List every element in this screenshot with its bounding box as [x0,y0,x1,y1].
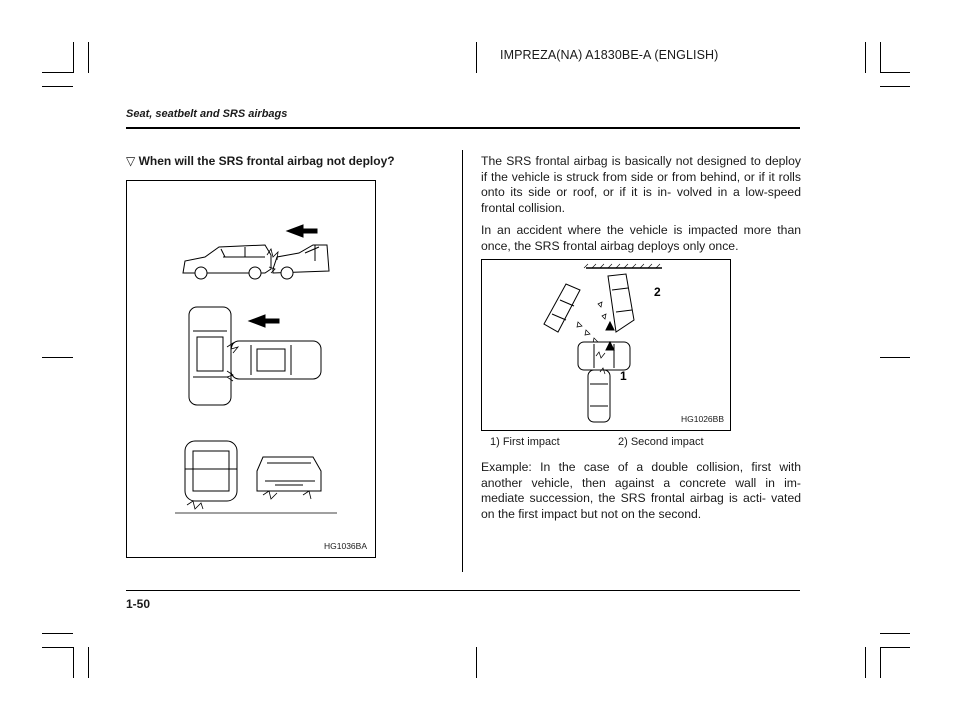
caption-second-impact: 2) Second impact [618,436,704,448]
collision-illustration [127,181,375,557]
column-divider [462,150,463,572]
figure-code-left: HG1036BA [324,541,367,551]
question-heading [126,154,395,168]
section-title: Seat, seatbelt and SRS airbags [126,108,288,120]
question-heading-text: When will the SRS frontal airbag not deploy? [138,154,395,168]
header-rule [126,127,800,129]
paragraph-deploys-once: In an accident where the vehicle is impacted more than once, the SRS frontal airbag deploys only once. [481,223,801,253]
impact-arrow-1 [287,225,317,237]
collision-types-figure [126,180,376,558]
callout-1: 1 [620,369,627,383]
rollover-drawing [175,441,337,513]
document-id: IMPREZA(NA) A1830BE-A (ENGLISH) [500,48,719,62]
triangle-icon: ▽ [126,154,136,168]
paragraph-not-designed: The SRS frontal airbag is basically not designed to deploy if the vehicle is struck from side or from behind, or if it rolls onto its side or roof, or if it is in- volved in a low-speed frontal collision. [481,154,801,215]
callout-2: 2 [654,285,661,299]
double-impact-illustration [482,260,730,430]
swerving-car-drawing [544,274,634,332]
double-impact-figure [481,259,731,431]
impact-arrow-2 [249,315,279,327]
rear-end-collision-drawing [183,245,329,279]
paragraph-example: Example: In the case of a double collision, first with another vehicle, then against a concrete wall in im- mediate succession, the SRS frontal airbag is acti- vated on the first impact but not on the second. [481,460,801,521]
page-number: 1-50 [126,597,151,611]
concrete-wall-drawing [584,264,662,268]
caption-first-impact: 1) First impact [490,436,560,448]
direction-markers [577,302,606,343]
footer-rule [126,590,800,591]
figure-code-right: HG1026BB [681,414,724,424]
